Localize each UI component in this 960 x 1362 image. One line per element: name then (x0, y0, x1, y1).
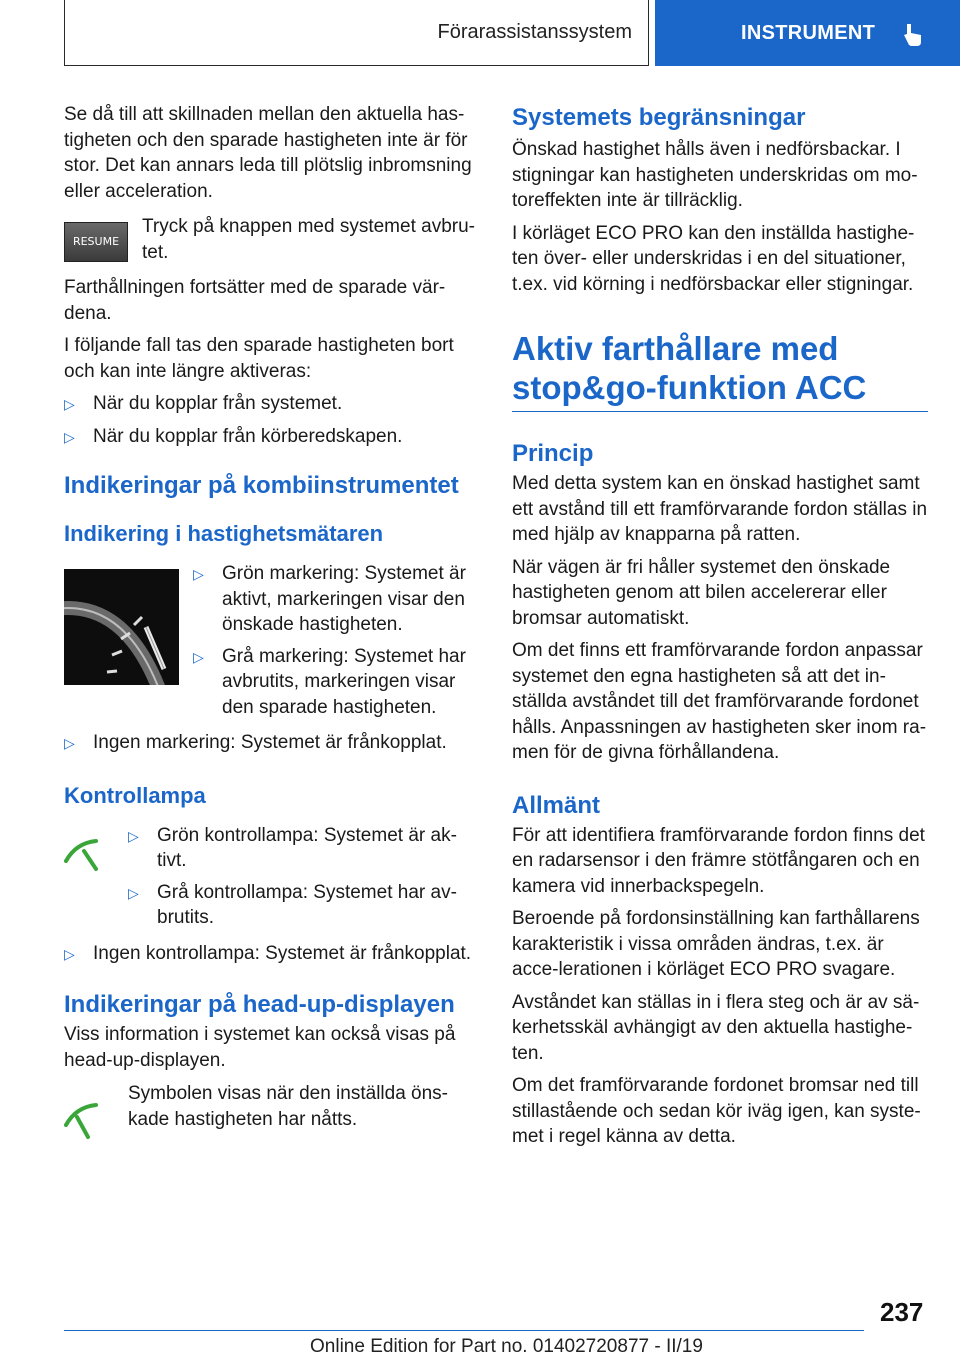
footer-divider (64, 1330, 864, 1331)
list-item (64, 730, 476, 757)
heading-indikeringar: Indikeringar på kombiinstrumentet (64, 472, 459, 499)
paragraph: Farthållningen fortsätter med de sparade vär-dena. (64, 277, 446, 324)
bullet-triangle-icon (128, 823, 157, 874)
header-chapter-title: INSTRUMENT (741, 21, 876, 44)
paragraph: Avståndet kan ställas in i flera steg och är av sä-kerhetsskäl avhängigt av den aktuella hastighe-ten. (512, 991, 920, 1064)
list-item-text: Grå kontrollampa: Systemet har av-brutits. (157, 881, 457, 928)
page-number: 237 (880, 1297, 924, 1327)
heading-acc: Aktiv farthållare med stop&go-funktion ACC (512, 330, 867, 406)
paragraph: Se då till att skillnaden mellan den aktuella has-tigheten och den sparade hastigheten inte är för stor. Det kan annars leda till plötslig inbromsning eller acceleration. (64, 104, 472, 202)
heading-rule (512, 411, 928, 412)
header-chapter-tab[interactable] (655, 0, 960, 66)
bullet-triangle-icon (64, 730, 93, 757)
paragraph: Önskad hastighet hålls även i nedförsbackar. I stigningar kan hastigheten underskridas om mo-toreffekten inte är tillräcklig. (512, 139, 918, 211)
header-section (64, 0, 649, 66)
resume-button-label: RESUME (72, 235, 120, 249)
bullet-triangle-icon (64, 941, 93, 968)
paragraph: I följande fall tas den sparade hastigheten bort och kan inte längre aktiveras: (64, 335, 454, 382)
hud-speed-symbol-icon (64, 1081, 128, 1149)
hud-symbol-section (64, 1081, 476, 1149)
paragraph: För att identifiera framförvarande fordon finns det en radarsensor i den främre stötfångaren och en kamera vid innerbackspegeln. (512, 824, 925, 897)
paragraph: Om det framförvarande fordonet bromsar ned till stillastående och sedan kör iväg igen, kan syste-met i regel känna av detta. (512, 1075, 921, 1147)
heading-begransningar: Systemets begränsningar (512, 104, 806, 131)
list-item-text: Ingen kontrollampa: Systemet är frånkopplat. (93, 942, 472, 964)
paragraph: Beroende på fordonsinställning kan farthållarens karakteristik i vissa områden ändras, t.ex. är acce-lerationen i körläget ECO PRO svagare. (512, 908, 920, 980)
bullet-triangle-icon (64, 424, 93, 451)
bullet-triangle-icon (193, 561, 222, 638)
list-item-text: När du kopplar från körberedskapen. (93, 425, 403, 447)
resume-instruction (64, 214, 476, 265)
hud-symbol-text: Symbolen visas när den inställda öns-kade hastigheten har nåtts. (128, 1083, 449, 1130)
heading-hastighetsmataren: Indikering i hastighetsmätaren (64, 521, 384, 546)
list-item (64, 391, 476, 418)
paragraph: Med detta system kan en önskad hastighet samt ett avstånd till ett framförvarande fordon ställas in med hjälp av knapparna på ratten. (512, 473, 928, 545)
bullet-triangle-icon (128, 880, 157, 931)
list-item (193, 561, 476, 638)
list-item-text: Grön markering: Systemet är aktivt, markeringen visar den önskade hastigheten. (222, 563, 466, 635)
header-section-title: Förarassistanssystem (437, 21, 632, 43)
bullet-triangle-icon (64, 391, 93, 418)
paragraph: Viss information i systemet kan också visas på head-up-displayen. (64, 1024, 456, 1071)
heading-kontrollampa: Kontrollampa (64, 782, 206, 808)
speed-limit-indicator-icon (64, 823, 128, 937)
indicator-lamp-section (64, 823, 476, 937)
paragraph: När vägen är fri håller systemet den önskade hastigheten genom att bilen accelererar eller bromsar automatiskt. (512, 556, 891, 629)
paragraph: Om det finns ett framförvarande fordon anpassar systemet den egna hastigheten så att det in-ställda avståndet till det framförvarande fordonet hålls. Anpassningen av hastigheten sker inom ra-men för de givna förhållandena. (512, 640, 927, 763)
bullet-triangle-icon (193, 644, 222, 721)
list-item (128, 880, 476, 931)
list-item-text: När du kopplar från systemet. (93, 393, 343, 414)
speedometer-section (64, 561, 476, 726)
list-item (64, 424, 476, 451)
list-item-text: Ingen markering: Systemet är frånkopplat. (93, 732, 447, 753)
resume-button-image (64, 222, 128, 262)
list-item (128, 823, 476, 874)
speedometer-image (64, 561, 193, 726)
paragraph: I körläget ECO PRO kan den inställda hastighe-ten över- eller underskridas i en del situationer, t.ex. vid körning i nedförsbackar eller stigningar. (512, 222, 915, 295)
list-item (193, 644, 476, 721)
heading-head-up-display: Indikeringar på head-up-displayen (64, 991, 455, 1018)
list-item-text: Grå markering: Systemet har avbrutits, markeringen visar den sparade hastigheten. (222, 645, 466, 718)
footer-edition: Online Edition for Part no. 01402720877 - II/19 (310, 1336, 703, 1357)
heading-allmant: Allmänt (512, 791, 601, 819)
list-item (64, 941, 476, 968)
hand-pointer-icon (904, 23, 924, 47)
left-column (64, 102, 476, 1149)
heading-princip: Princip (512, 440, 594, 467)
resume-text: Tryck på knappen med systemet avbru-tet. (142, 216, 475, 263)
list-item-text: Grön kontrollampa: Systemet är ak-tivt. (157, 824, 457, 871)
right-column (512, 102, 928, 1157)
